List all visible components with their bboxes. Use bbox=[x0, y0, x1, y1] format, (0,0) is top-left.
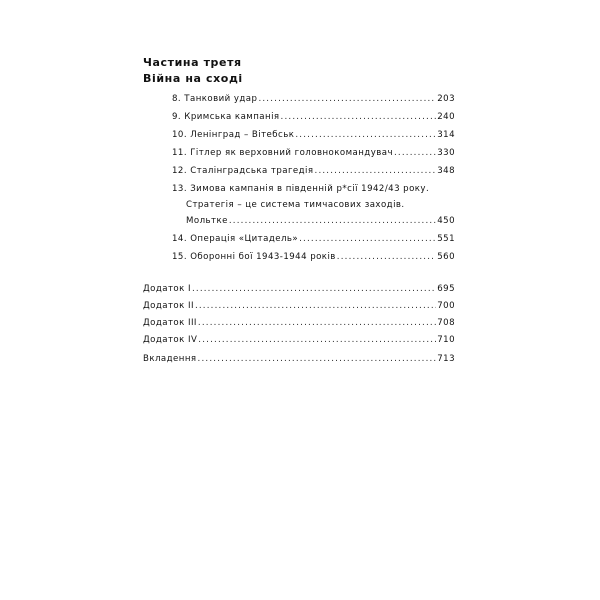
dot-leader bbox=[299, 233, 436, 245]
toc-entry-page: 330 bbox=[437, 148, 455, 158]
toc-entry-label: Додаток IV bbox=[143, 335, 198, 345]
toc-entry-label: 15. Оборонні бої 1943-1944 років bbox=[172, 252, 336, 262]
dot-leader bbox=[295, 129, 436, 141]
toc-entry-label: 10. Ленінград – Вітебськ bbox=[172, 130, 295, 140]
toc-entry-label: 14. Операція «Цитадель» bbox=[172, 234, 299, 244]
toc-entry-page: 713 bbox=[437, 354, 455, 364]
toc-entry-label: 12. Сталінградська трагедія bbox=[172, 166, 314, 176]
toc-entry-chapter-12[interactable] bbox=[172, 165, 455, 177]
toc-entry-appendix-4[interactable] bbox=[143, 334, 455, 346]
toc-entry-page: 203 bbox=[437, 94, 455, 104]
toc-entry-chapter-8[interactable] bbox=[172, 93, 455, 105]
dot-leader bbox=[337, 251, 436, 263]
dot-leader bbox=[198, 317, 436, 329]
toc-entry-page: 700 bbox=[437, 301, 455, 311]
toc-entry-label: Додаток І bbox=[143, 284, 191, 294]
part-label: Частина третя bbox=[143, 56, 242, 69]
toc-entry-page: 708 bbox=[437, 318, 455, 328]
toc-entry-label: Мольтке bbox=[186, 216, 228, 226]
toc-entry-page: 348 bbox=[437, 166, 455, 176]
toc-entry-appendix-2[interactable] bbox=[143, 300, 455, 312]
toc-entry-label: Вкладення bbox=[143, 354, 197, 364]
toc-entry-page: 551 bbox=[437, 234, 455, 244]
dot-leader bbox=[195, 300, 436, 312]
toc-entry-chapter-13-line-2[interactable]: Стратегія – це система тимчасових заходів. bbox=[186, 200, 405, 210]
toc-entry-label: Додаток ІІ bbox=[143, 301, 194, 311]
toc-entry-appendix-1[interactable] bbox=[143, 283, 455, 295]
toc-entry-page: 560 bbox=[437, 252, 455, 262]
toc-entry-chapter-13-line-1[interactable]: 13. Зимова кампанія в південній р*сії 1942/43 року. bbox=[172, 184, 430, 194]
toc-entry-chapter-9[interactable] bbox=[172, 111, 455, 123]
toc-entry-page: 314 bbox=[437, 130, 455, 140]
dot-leader bbox=[394, 147, 436, 159]
dot-leader bbox=[192, 283, 436, 295]
toc-entry-chapter-14[interactable] bbox=[172, 233, 455, 245]
toc-entry-label: 8. Танковий удар bbox=[172, 94, 258, 104]
toc-entry-label: 9. Кримська кампанія bbox=[172, 112, 280, 122]
toc-entry-chapter-11[interactable] bbox=[172, 147, 455, 159]
dot-leader bbox=[198, 334, 436, 346]
part-title: Війна на сході bbox=[143, 72, 243, 85]
dot-leader bbox=[229, 215, 436, 227]
dot-leader bbox=[315, 165, 437, 177]
toc-entry-label: 11. Гітлер як верховний головнокомандувач bbox=[172, 148, 393, 158]
toc-entry-chapter-15[interactable] bbox=[172, 251, 455, 263]
toc-entry-chapter-10[interactable] bbox=[172, 129, 455, 141]
toc-entry-insert[interactable] bbox=[143, 353, 455, 365]
toc-entry-page: 695 bbox=[437, 284, 455, 294]
dot-leader bbox=[198, 353, 437, 365]
toc-entry-page: 450 bbox=[437, 216, 455, 226]
toc-entry-page: 710 bbox=[437, 335, 455, 345]
toc-entry-page: 240 bbox=[437, 112, 455, 122]
toc-entry-chapter-13-line-3[interactable] bbox=[186, 215, 455, 227]
toc-entry-label: Додаток ІІІ bbox=[143, 318, 197, 328]
dot-leader bbox=[258, 93, 436, 105]
toc-entry-appendix-3[interactable] bbox=[143, 317, 455, 329]
dot-leader bbox=[281, 111, 437, 123]
